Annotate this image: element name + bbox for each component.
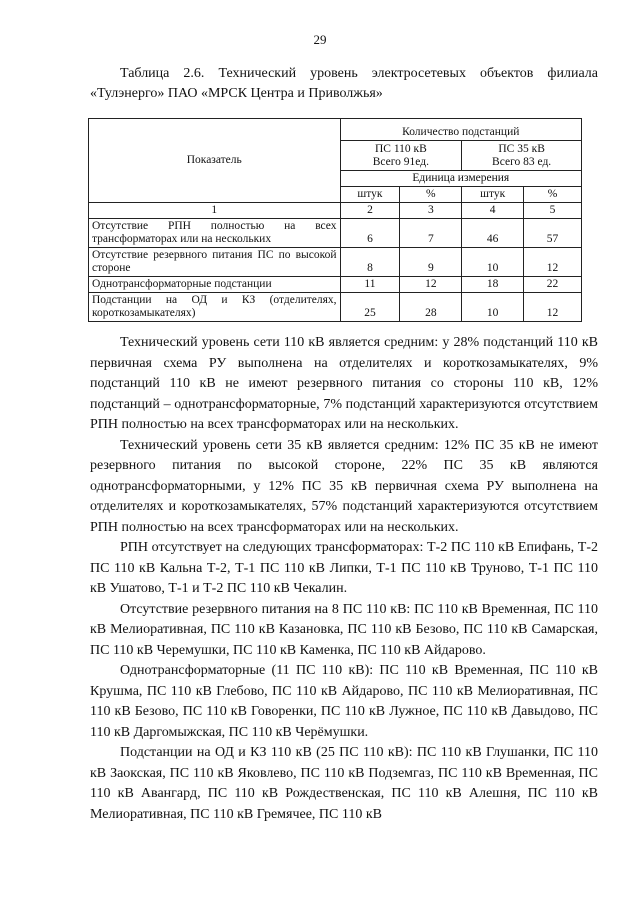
row-label: Отсутствие резервного питания ПС по высокой стороне [89,248,341,277]
paragraph: Технический уровень сети 35 кВ является средним: 12% ПС 35 кВ не имеют резервного питания по высокой стороне, 22% ПС 35 кВ являются однотрансформаторными, у 12% ПС 35 кВ первичная схема РУ выполнена на отделителях и короткозамыкателях, 57% подстанций характеризуются отсутствием РПН полностью на всех трансформаторах или на нескольких. [90,437,598,535]
header-unit-pcs-35: штук [462,187,524,203]
cell-value: 12 [524,293,582,322]
cell-value: 22 [524,277,582,293]
cell-value: 8 [340,248,400,277]
row-label: Отсутствие РПН полностью на всех трансформаторах или на нескольких [89,219,341,248]
technical-level-table [88,118,582,322]
column-number: 3 [400,203,462,219]
paragraph: Технический уровень сети 110 кВ является средним: у 28% подстанций 110 кВ первичная схема РУ выполнена на отделителях и короткозамыкателях, 9% подстанций 110 кВ не имеют резервного питания со стороны 110 кВ, 12% подстанций – однотрансформаторные, 7% подстанций характеризуются отсутствием РПН полностью на всех трансформаторах или на нескольких. [90,335,598,432]
header-ps35-title: ПС 35 кВ [498,143,545,155]
table-row [89,219,582,248]
cell-value: 6 [340,219,400,248]
table-row [89,277,582,293]
header-unit-pcs-110: штук [340,187,400,203]
cell-value: 28 [400,293,462,322]
cell-value: 9 [400,248,462,277]
page-number: 29 [313,32,327,47]
header-ps110-total: Всего 91ед. [372,156,429,168]
table-caption-line-2: «Тулэнерго» ПАО «МРСК Центра и Приволжья» [90,86,383,101]
column-number: 4 [462,203,524,219]
header-substation-count: Количество подстанций [340,119,581,141]
header-ps35-total: Всего 83 ед. [492,156,552,168]
cell-value: 12 [524,248,582,277]
column-number: 5 [524,203,582,219]
header-unit-pct-110: % [400,187,462,203]
cell-value: 46 [462,219,524,248]
header-ps35 [462,141,582,171]
paragraph: Однотрансформаторные (11 ПС 110 кВ): ПС 110 кВ Временная, ПС 110 кВ Крушма, ПС 110 кВ Глебово, ПС 110 кВ Айдарово, ПС 110 кВ Мелиоративная, ПС 110 кВ Безово, ПС 110 кВ Говоренки, ПС 110 кВ Лужное, ПС 110 кВ Давыдово, ПС 110 кВ Даргомыжская, ПС 110 кВ Черёмушки. [90,663,598,740]
header-unit: Единица измерения [340,171,581,187]
body-text [90,333,598,825]
cell-value: 11 [340,277,400,293]
header-ps110-title: ПС 110 кВ [374,143,427,155]
table-row [89,248,582,277]
row-label: Однотрансформаторные подстанции [89,277,341,293]
cell-value: 7 [400,219,462,248]
cell-value: 25 [340,293,400,322]
paragraph: РПН отсутствует на следующих трансформаторах: Т-2 ПС 110 кВ Епифань, Т-2 ПС 110 кВ Кальна Т-2, Т-1 ПС 110 кВ Липки, Т-1 ПС 110 кВ Труново, Т-1 ПС 110 кВ Ушатово, Т-1 и Т-2 ПС 110 кВ Чекалин. [90,540,598,596]
column-number: 2 [340,203,400,219]
cell-value: 18 [462,277,524,293]
header-unit-pct-35: % [524,187,582,203]
cell-value: 10 [462,248,524,277]
table-row [89,293,582,322]
row-label: Подстанции на ОД и КЗ (отделителях, короткозамыкателях) [89,293,341,322]
cell-value: 10 [462,293,524,322]
cell-value: 57 [524,219,582,248]
cell-value: 12 [400,277,462,293]
table-caption-line-1: Таблица 2.6. Технический уровень электросетевых объектов филиала [120,66,598,81]
paragraph: Подстанции на ОД и КЗ 110 кВ (25 ПС 110 кВ): ПС 110 кВ Глушанки, ПС 110 кВ Заокская, ПС 110 кВ Яковлево, ПС 110 кВ Подземгаз, ПС 110 кВ Временная, ПС 110 кВ Авангард, ПС 110 кВ Рождественская, ПС 110 кВ Алешня, ПС 110 кВ Мелиоративная, ПС 110 кВ Гремячее, ПС 110 кВ [90,745,598,822]
paragraph: Отсутствие резервного питания на 8 ПС 110 кВ: ПС 110 кВ Временная, ПС 110 кВ Мелиоративная, ПС 110 кВ Казановка, ПС 110 кВ Безово, ПС 110 кВ Самарская, ПС 110 кВ Черемушки, ПС 110 кВ Каменка, ПС 110 кВ Айдарово. [90,601,598,658]
header-ps110 [340,141,462,171]
header-indicator: Показатель [89,119,341,203]
column-number: 1 [89,203,341,219]
